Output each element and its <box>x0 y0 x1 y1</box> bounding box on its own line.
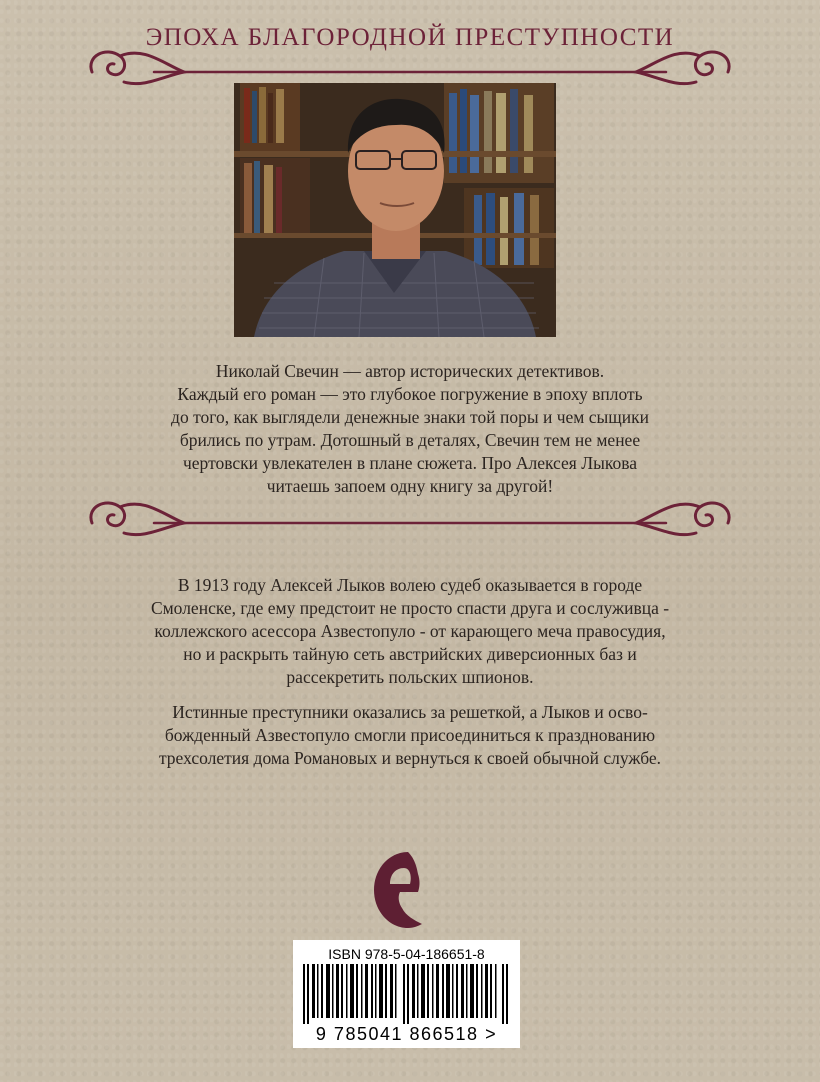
middle-ornament <box>84 499 736 551</box>
annotation-line: Истинные преступники оказались за решеткой, а Лыков и осво- <box>172 702 648 722</box>
publisher-logo-icon <box>368 846 424 934</box>
annotation-paragraph-2 <box>88 701 732 770</box>
bio-line: брились по утрам. Дотошный в деталях, Свечин тем не менее <box>179 430 641 450</box>
annotation-line: В 1913 году Алексей Лыков волею судеб оказывается в городе <box>177 575 643 595</box>
bio-line: Николай Свечин — автор исторических детективов. <box>215 361 605 381</box>
isbn-barcode <box>293 940 520 1048</box>
annotation-line: рассекретить польских шпионов. <box>286 667 534 687</box>
annotation-line: но и раскрыть тайную сеть австрийских диверсионных баз и <box>183 644 637 664</box>
bio-line: читаешь запоем одну книгу за другой! <box>266 476 554 496</box>
author-photo <box>234 83 556 337</box>
ean-digits: 9 785041 866518 > <box>315 1024 498 1044</box>
author-bio <box>150 360 670 498</box>
series-title: ЭПОХА БЛАГОРОДНОЙ ПРЕСТУПНОСТИ <box>145 24 675 51</box>
annotation-line: божденный Азвестопуло смогли присоединиться к празднованию <box>164 725 656 745</box>
bio-line: до того, как выглядели денежные знаки той поры и чем сыщики <box>171 407 649 427</box>
isbn-label: ISBN 978-5-04-186651-8 <box>328 946 485 962</box>
bio-line: Каждый его роман — это глубокое погружение в эпоху вплоть <box>177 384 643 404</box>
barcode-bars <box>303 964 510 1024</box>
annotation-line: Смоленске, где ему предстоит не просто спасти друга и сослуживца - <box>150 598 670 618</box>
book-annotation <box>88 574 732 782</box>
bio-line: чертовски увлекателен в плане сюжета. Про Алексея Лыкова <box>182 453 638 473</box>
annotation-line: трехсолетия дома Романовых и вернуться к своей обычной службе. <box>158 748 662 768</box>
annotation-paragraph-1 <box>88 574 732 689</box>
annotation-line: коллежского асессора Азвестопуло - от карающего меча правосудия, <box>154 621 666 641</box>
